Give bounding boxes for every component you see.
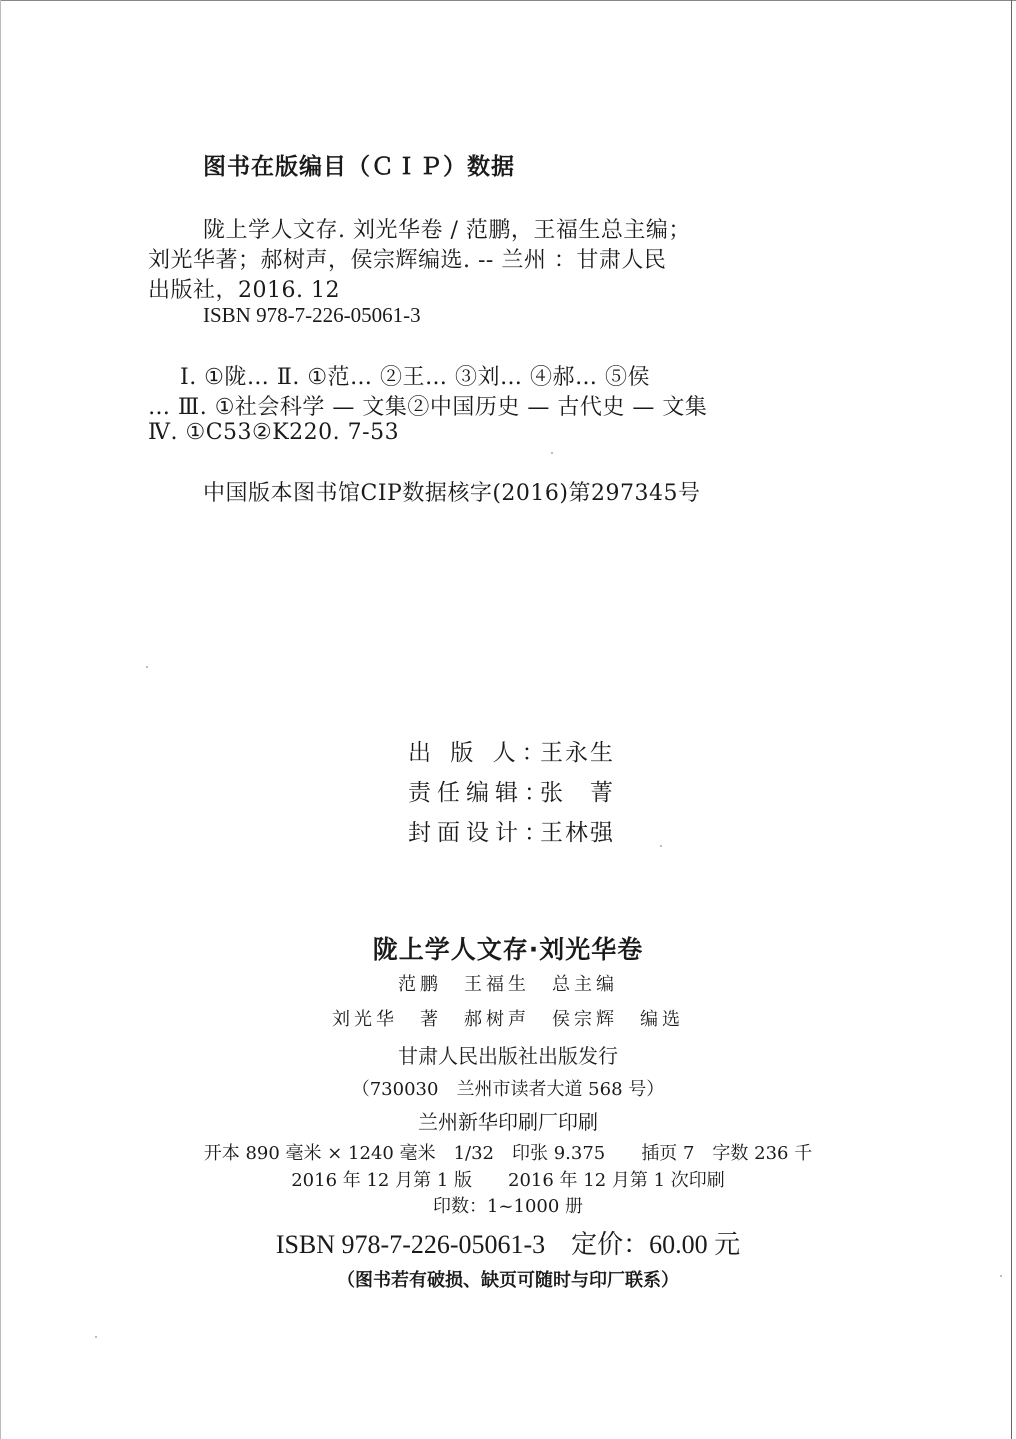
printer-line: 兰州新华印刷厂印刷	[418, 1110, 598, 1134]
authors: 刘光华 著 郝树声 侯宗辉 编选	[332, 1009, 684, 1030]
staff-publisher	[408, 734, 615, 767]
cip-line-3: 出版社，2016. 12	[148, 278, 340, 303]
cip-line-1: 陇上学人文存. 刘光华卷 / 范鹏，王福生总主编；	[203, 218, 691, 243]
publisher-address: （730030 兰州市读者大道 568 号）	[351, 1079, 665, 1100]
staff-label: 责任编辑：	[408, 780, 553, 806]
format-specs: 开本 890 毫米 × 1240 毫米 1/32 印张 9.375 插页 7 字数 236 千	[203, 1143, 813, 1164]
cip-class-line-1: Ⅰ. ①陇… Ⅱ. ①范… ②王… ③刘… ④郝… ⑤侯	[180, 365, 651, 390]
staff-value: 王林强	[540, 820, 615, 846]
staff-value: 王永生	[540, 740, 615, 766]
chief-editors: 范鹏 王福生 总主编	[398, 974, 618, 995]
publisher-line: 甘肃人民出版社出版发行	[398, 1044, 618, 1068]
cip-record-number: 中国版本图书馆CIP数据核字(2016)第297345号	[203, 481, 701, 506]
cip-line-2: 刘光华著；郝树声，侯宗辉编选. -- 兰州 ：甘肃人民	[148, 248, 667, 273]
cip-class-line-2: … Ⅲ. ①社会科学 — 文集②中国历史 — 古代史 — 文集	[148, 395, 708, 420]
staff-label: 封面设计：	[408, 820, 553, 846]
cip-isbn: ISBN 978-7-226-05061-3	[203, 303, 421, 327]
cip-heading: 图书在版编目（ＣＩＰ）数据	[203, 154, 515, 180]
damage-notice: （图书若有破损、缺页可随时与印厂联系）	[337, 1270, 679, 1291]
scan-speck	[1000, 1275, 1002, 1277]
print-run: 印数：1~1000 册	[432, 1196, 584, 1217]
staff-label: 出 版 人：	[408, 740, 551, 766]
cip-class-line-3: Ⅳ. ①C53②K220. 7-53	[148, 420, 400, 445]
book-title: 陇上学人文存·刘光华卷	[372, 935, 644, 964]
page-border-top	[0, 0, 1016, 1]
isbn-price: ISBN 978-7-226-05061-3 定价：60.00 元	[275, 1230, 741, 1259]
edition-info: 2016 年 12 月第 1 版 2016 年 12 月第 1 次印刷	[291, 1170, 725, 1191]
scan-speck	[551, 452, 553, 454]
scan-speck	[660, 845, 662, 847]
scan-speck	[146, 666, 148, 668]
staff-value: 张 菁	[540, 780, 615, 806]
staff-editor	[408, 774, 615, 807]
staff-cover-designer	[408, 814, 615, 847]
scan-speck	[95, 1336, 97, 1338]
